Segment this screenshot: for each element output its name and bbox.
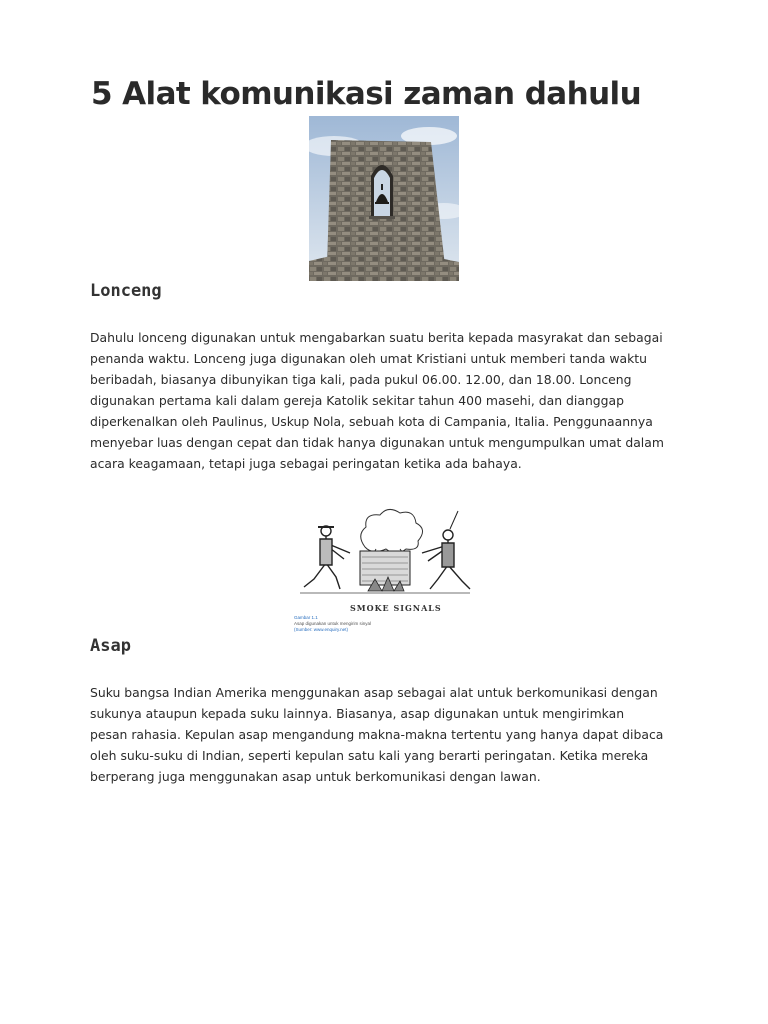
- bell-tower-image: [309, 116, 459, 281]
- text-line: berperang juga menggunakan asap untuk berkomunikasi dengan lawan.: [90, 769, 541, 784]
- paragraph-asap: [90, 682, 690, 787]
- text-line: diperkenalkan oleh Paulinus, Uskup Nola, sebuah kota di Campania, Italia. Penggunaannya: [90, 414, 653, 429]
- smoke-caption-label: Gambar 1.1: [294, 615, 318, 620]
- text-line: oleh suku-suku di Indian, seperti kepulan satu kali yang berarti peringatan. Ketika mereka: [90, 748, 649, 763]
- section-heading-lonceng: Lonceng: [90, 281, 162, 301]
- text-line: Suku bangsa Indian Amerika menggunakan asap sebagai alat untuk berkomunikasi dengan: [90, 685, 658, 700]
- text-line: menyebar luas dengan cepat dan tidak hanya digunakan untuk mengumpulkan umat dalam: [90, 435, 664, 450]
- section-heading-asap: Asap: [90, 636, 131, 656]
- text-line: acara keagamaan, tetapi juga sebagai peringatan ketika ada bahaya.: [90, 456, 522, 471]
- text-line: penanda waktu. Lonceng juga digunakan oleh umat Kristiani untuk memberi tanda waktu: [90, 351, 647, 366]
- text-line: pesan rahasia. Kepulan asap mengandung makna-makna tertentu yang hanya dapat dibaca: [90, 727, 664, 742]
- smoke-signals-image: [290, 505, 480, 635]
- text-line: beribadah, biasanya dibunyikan tiga kali, pada pukul 06.00. 12.00, dan 18.00. Lonceng: [90, 372, 632, 387]
- smoke-caption-source: (Sumber: www.enquiry.net): [294, 627, 348, 632]
- text-line: digunakan pertama kali dalam gereja Katolik sekitar tahun 400 masehi, dan dianggap: [90, 393, 624, 408]
- text-line: Dahulu lonceng digunakan untuk mengabarkan suatu berita kepada masyrakat dan sebagai: [90, 330, 663, 345]
- smoke-caption-title: SMOKE SIGNALS: [350, 603, 442, 613]
- text-line: sukunya ataupun kepada suku lainnya. Biasanya, asap digunakan untuk mengirimkan: [90, 706, 625, 721]
- smoke-caption-description: Asap digunakan untuk mengirim sinyal: [294, 621, 372, 626]
- paragraph-lonceng: [90, 327, 690, 474]
- page-title: 5 Alat komunikasi zaman dahulu: [91, 76, 642, 112]
